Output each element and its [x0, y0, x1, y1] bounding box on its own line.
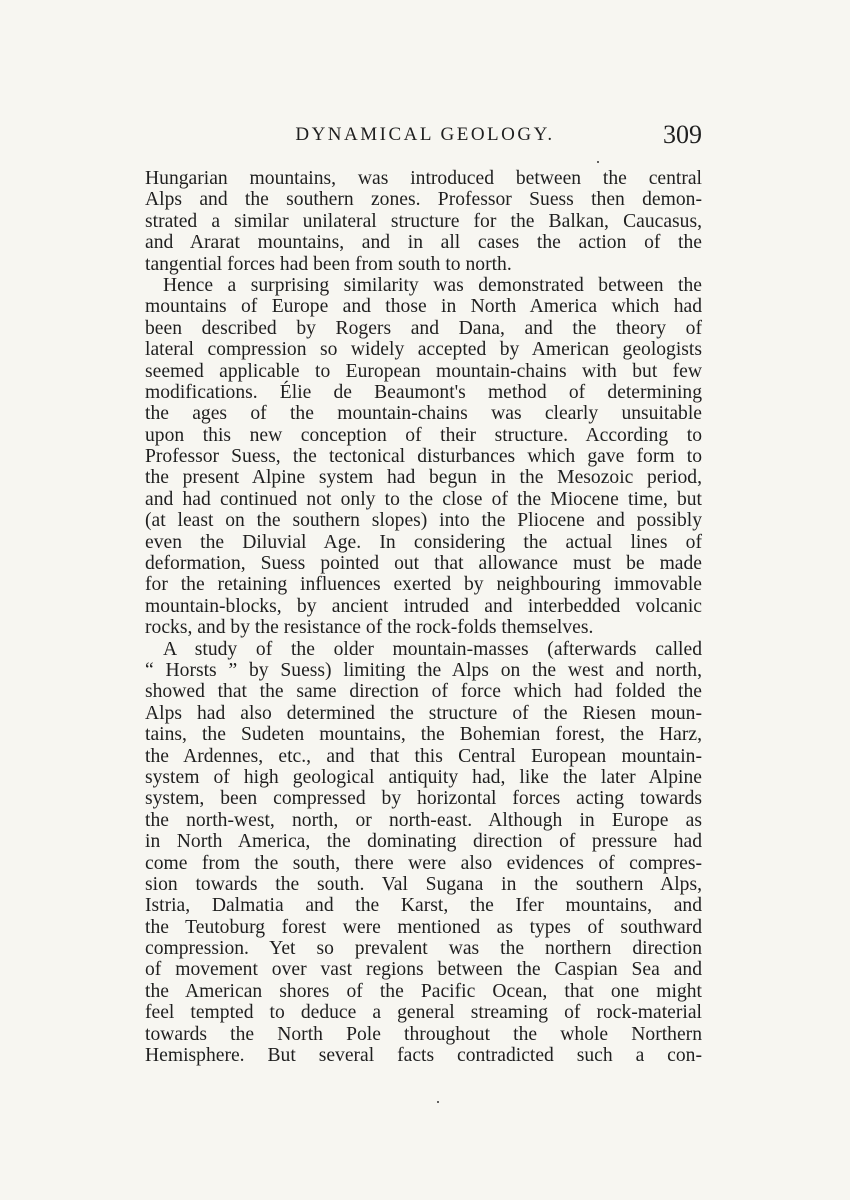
text-line: feel tempted to deduce a general streaming of rock-material — [145, 1002, 702, 1024]
text-line: Alps had also determined the structure of the Riesen moun- — [145, 702, 702, 724]
text-line: deformation, Suess pointed out that allowance must be made — [145, 553, 702, 575]
text-line: lateral compression so widely accepted by American geologists — [145, 339, 702, 361]
text-line: mountain-blocks, by ancient intruded and interbedded volcanic — [145, 595, 702, 617]
text-line: come from the south, there were also evidences of compres- — [145, 852, 702, 874]
ink-speck — [437, 1101, 439, 1103]
page-number: 309 — [663, 120, 702, 149]
text-line: upon this new conception of their structure. According to — [145, 424, 702, 446]
text-line: for the retaining influences exerted by neighbouring immovable — [145, 574, 702, 596]
text-line: Istria, Dalmatia and the Karst, the Ifer mountains, and — [145, 895, 702, 917]
running-head — [0, 120, 850, 156]
text-line: in North America, the dominating direction of pressure had — [145, 831, 702, 853]
text-line: seemed applicable to European mountain-chains with but few — [145, 360, 702, 382]
ink-speck — [597, 161, 599, 163]
text-line: Hemisphere. But several facts contradicted such a con- — [145, 1045, 702, 1067]
text-line: Hungarian mountains, was introduced between the central — [145, 168, 702, 189]
text-line: (at least on the southern slopes) into the Pliocene and possibly — [145, 510, 702, 532]
text-line: and had continued not only to the close of the Miocene time, but — [145, 488, 702, 510]
text-line: even the Diluvial Age. In considering the actual lines of — [145, 531, 702, 553]
text-line: sion towards the south. Val Sugana in the southern Alps, — [145, 873, 702, 895]
text-line: the American shores of the Pacific Ocean, that one might — [145, 980, 702, 1002]
text-line: tangential forces had been from south to north. — [145, 253, 512, 275]
text-line: Hence a surprising similarity was demonstrated between the — [163, 274, 702, 296]
text-line: the Teutoburg forest were mentioned as types of southward — [145, 916, 702, 938]
text-line: the north-west, north, or north-east. Although in Europe as — [145, 809, 702, 831]
text-line: compression. Yet so prevalent was the northern direction — [145, 938, 702, 960]
text-line: A study of the older mountain-masses (afterwards called — [163, 638, 702, 660]
text-line: “ Horsts ” by Suess) limiting the Alps on the west and north, — [145, 659, 702, 681]
text-line: system of high geological antiquity had, like the later Alpine — [145, 766, 702, 788]
text-line: mountains of Europe and those in North America which had — [145, 296, 702, 318]
text-line: of movement over vast regions between the Caspian Sea and — [145, 959, 702, 981]
text-line: tains, the Sudeten mountains, the Bohemian forest, the Harz, — [145, 724, 702, 746]
text-line: the ages of the mountain-chains was clearly unsuitable — [145, 403, 702, 425]
text-line: strated a similar unilateral structure for the Balkan, Caucasus, — [145, 210, 702, 232]
text-line: system, been compressed by horizontal forces acting towards — [145, 788, 702, 810]
text-line: the Ardennes, etc., and that this Central European mountain- — [145, 745, 702, 767]
text-line: been described by Rogers and Dana, and the theory of — [145, 317, 702, 339]
text-line: Professor Suess, the tectonical disturbances which gave form to — [145, 446, 702, 468]
text-line: towards the North Pole throughout the whole Northern — [145, 1023, 702, 1045]
body-text — [145, 168, 702, 1066]
text-line: showed that the same direction of force which had folded the — [145, 681, 702, 703]
text-line: and Ararat mountains, and in all cases the action of the — [145, 232, 702, 254]
text-line: rocks, and by the resistance of the rock-folds themselves. — [145, 617, 594, 639]
text-line: modifications. Élie de Beaumont's method of determining — [145, 381, 702, 403]
running-title: DYNAMICAL GEOLOGY. — [295, 124, 555, 145]
text-line: Alps and the southern zones. Professor Suess then demon- — [145, 189, 702, 211]
text-line: the present Alpine system had begun in the Mesozoic period, — [145, 467, 702, 489]
